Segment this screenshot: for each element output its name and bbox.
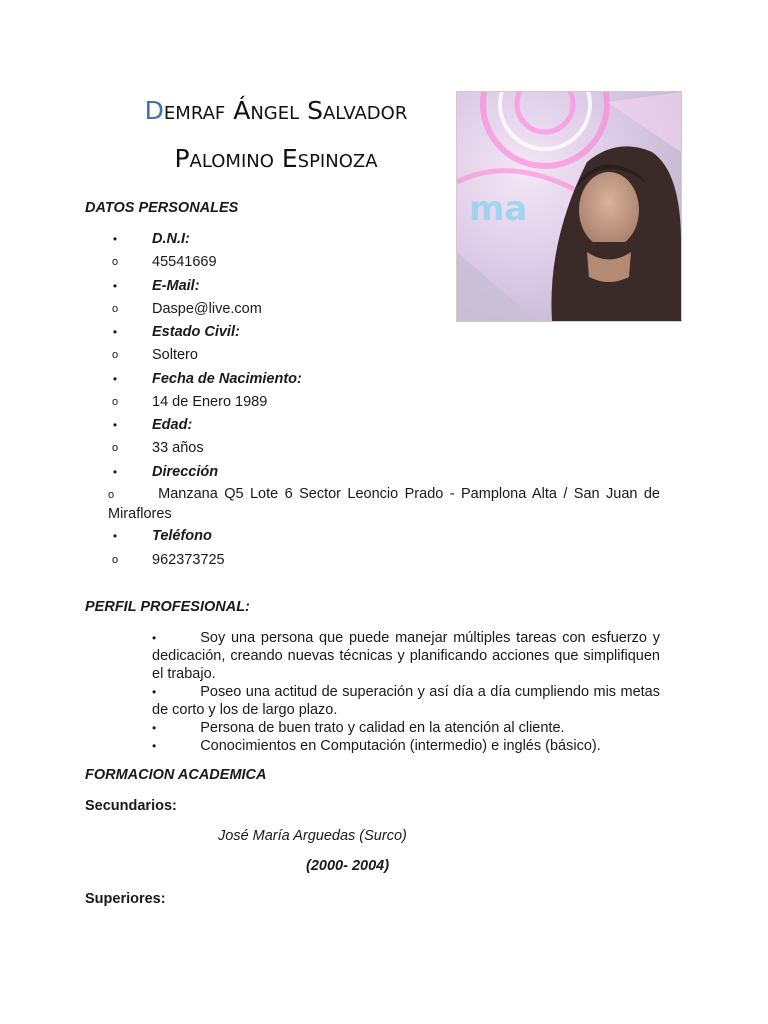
bullet-marker: • xyxy=(112,232,118,246)
section-title-formacion-academica: FORMACION ACADEMICA xyxy=(85,767,267,783)
perfil-item xyxy=(152,737,660,755)
list-item xyxy=(0,394,768,414)
secundarios-label: Secundarios: xyxy=(85,798,177,814)
bullet-marker: • xyxy=(112,372,118,386)
bullet-marker: • xyxy=(152,739,157,753)
field-label-dni: D.N.I: xyxy=(152,231,190,247)
bullet-marker: • xyxy=(112,465,118,479)
list-item xyxy=(0,301,768,321)
perfil-item-text: Persona de buen trato y calidad en la atención al cliente. xyxy=(200,720,565,736)
perfil-item xyxy=(152,629,660,683)
field-value-dni: 45541669 xyxy=(152,254,217,270)
circle-marker: o xyxy=(108,489,115,501)
list-item xyxy=(0,371,768,391)
bullet-marker: • xyxy=(152,631,157,645)
list-item xyxy=(0,440,768,460)
list-item xyxy=(0,231,768,251)
bullet-marker: • xyxy=(112,279,118,293)
field-value-direccion xyxy=(108,485,660,524)
bullet-marker: • xyxy=(112,325,118,339)
bullet-marker: • xyxy=(152,721,157,735)
address-text: Manzana Q5 Lote 6 Sector Leoncio Prado - Pamplona Alta / San Juan de Miraflores xyxy=(108,486,660,522)
perfil-item xyxy=(152,719,660,737)
bullet-marker: • xyxy=(112,418,118,432)
name-initial: D xyxy=(144,96,164,125)
list-item xyxy=(0,464,768,484)
list-item xyxy=(0,324,768,344)
perfil-item-text: Poseo una actitud de superación y así día a día cumpliendo mis metas de corto y los de largo plazo. xyxy=(152,684,660,718)
list-item xyxy=(0,278,768,298)
field-value-telefono: 962373725 xyxy=(152,552,225,568)
field-value-estado-civil: Soltero xyxy=(152,347,198,363)
perfil-item xyxy=(152,683,660,719)
svg-text:ma: ma xyxy=(469,189,528,229)
circle-marker: o xyxy=(111,256,119,268)
section-title-perfil-profesional: PERFIL PROFESIONAL: xyxy=(85,599,250,615)
section-title-datos-personales: DATOS PERSONALES xyxy=(85,200,239,216)
circle-marker: o xyxy=(111,554,119,566)
field-label-email: E-Mail: xyxy=(152,278,200,294)
list-item xyxy=(0,528,768,548)
bullet-marker: • xyxy=(112,529,118,543)
name-line-1-rest: emraf Ángel Salvador xyxy=(163,96,408,125)
field-value-edad: 33 años xyxy=(152,440,204,456)
field-label-fecha-nacimiento: Fecha de Nacimiento: xyxy=(152,371,302,387)
circle-marker: o xyxy=(111,442,119,454)
name-line-2: Palomino Espinoza xyxy=(174,144,378,173)
list-item xyxy=(0,254,768,274)
perfil-item-text: Soy una persona que puede manejar múltiples tareas con esfuerzo y dedicación, creando nuevas técnicas y planificando acciones que simplifiquen el trabajo. xyxy=(152,630,660,682)
secundarios-years: (2000- 2004) xyxy=(306,858,390,874)
field-value-fecha-nacimiento: 14 de Enero 1989 xyxy=(152,394,268,410)
field-label-direccion: Dirección xyxy=(152,464,219,480)
list-item xyxy=(0,417,768,437)
field-label-telefono: Teléfono xyxy=(152,528,212,544)
circle-marker: o xyxy=(111,396,119,408)
field-label-estado-civil: Estado Civil: xyxy=(152,324,240,340)
list-item xyxy=(0,347,768,367)
circle-marker: o xyxy=(111,349,119,361)
field-label-edad: Edad: xyxy=(152,417,193,433)
perfil-item-text: Conocimientos en Computación (intermedio) e inglés (básico). xyxy=(200,738,601,754)
superiores-label: Superiores: xyxy=(85,891,166,907)
secundarios-school: José María Arguedas (Surco) xyxy=(218,828,407,844)
list-item xyxy=(0,552,768,572)
circle-marker: o xyxy=(111,303,119,315)
bullet-marker: • xyxy=(152,685,157,699)
field-value-email: Daspe@live.com xyxy=(152,301,262,317)
